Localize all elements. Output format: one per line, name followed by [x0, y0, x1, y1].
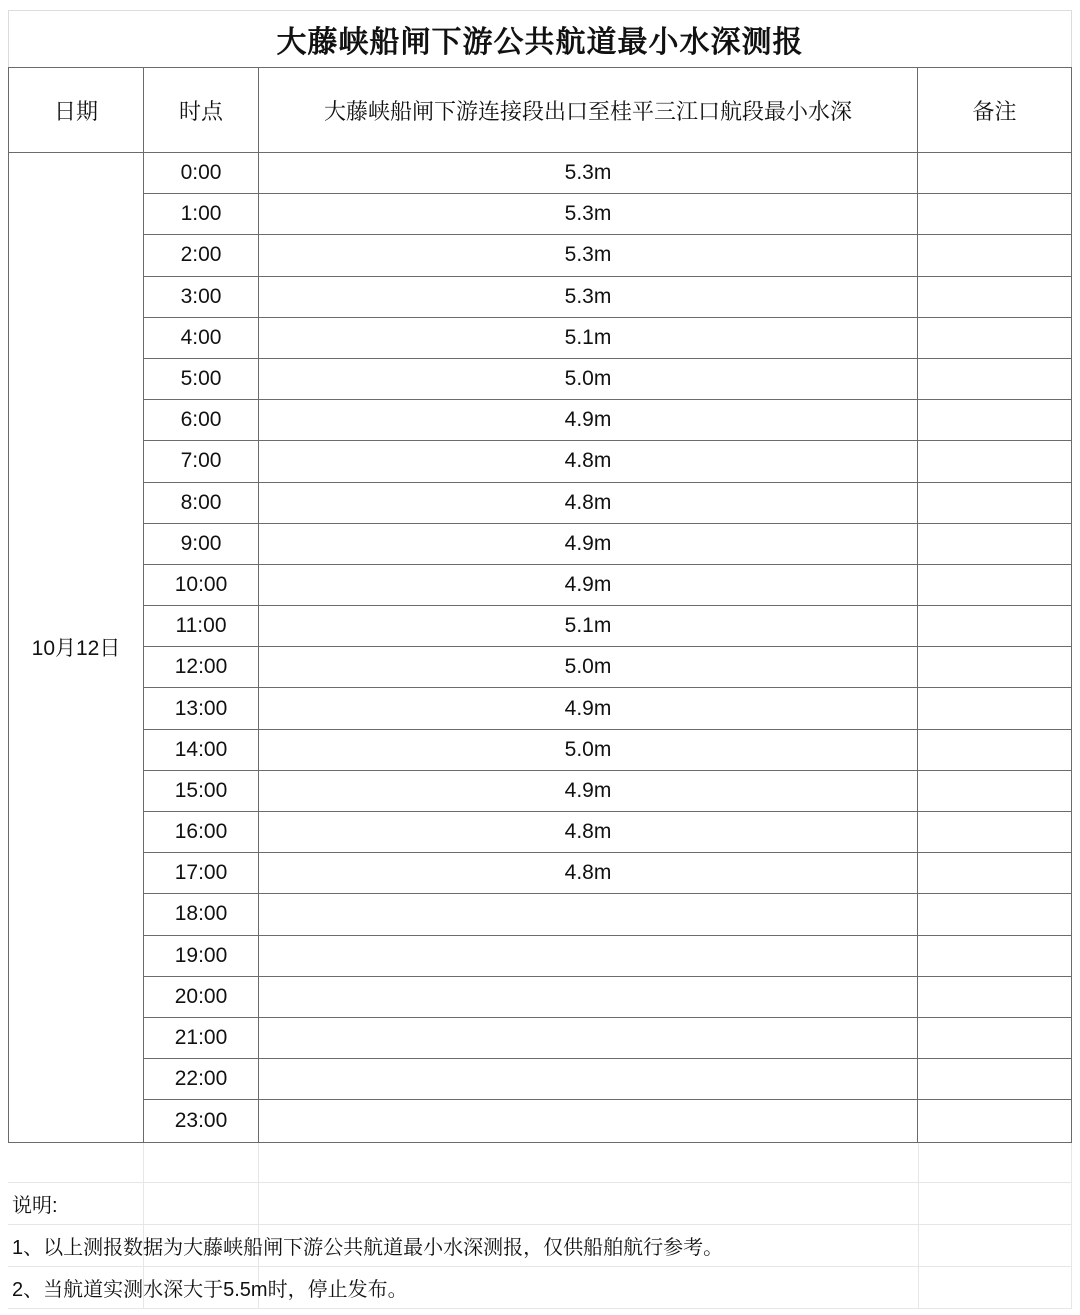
remark-cell	[918, 400, 1071, 440]
time-cell: 23:00	[144, 1100, 259, 1141]
table-row	[144, 771, 1071, 812]
depth-cell	[259, 1100, 918, 1141]
remark-cell	[918, 894, 1071, 934]
table-row	[144, 441, 1071, 482]
remark-cell	[918, 771, 1071, 811]
remark-cell	[918, 688, 1071, 728]
table-row	[144, 936, 1071, 977]
depth-cell	[259, 1059, 918, 1099]
remark-cell	[918, 730, 1071, 770]
time-cell: 9:00	[144, 524, 259, 564]
table-row	[144, 235, 1071, 276]
depth-cell	[259, 936, 918, 976]
remark-cell	[918, 318, 1071, 358]
footer-label-row	[8, 1183, 1072, 1225]
time-cell: 16:00	[144, 812, 259, 852]
remark-cell	[918, 441, 1071, 481]
depth-cell	[259, 894, 918, 934]
depth-cell: 4.9m	[259, 565, 918, 605]
depth-cell: 5.1m	[259, 606, 918, 646]
table-row	[144, 194, 1071, 235]
time-cell: 4:00	[144, 318, 259, 358]
depth-cell: 5.3m	[259, 235, 918, 275]
time-cell: 14:00	[144, 730, 259, 770]
depth-cell: 5.0m	[259, 730, 918, 770]
remark-cell	[918, 235, 1071, 275]
table-row	[144, 606, 1071, 647]
page-title: 大藤峡船闸下游公共航道最小水深测报	[8, 10, 1072, 67]
remark-cell	[918, 565, 1071, 605]
table-row	[144, 812, 1071, 853]
header-depth: 大藤峡船闸下游连接段出口至桂平三江口航段最小水深	[259, 68, 918, 152]
time-cell: 20:00	[144, 977, 259, 1017]
depth-cell: 4.9m	[259, 400, 918, 440]
remark-cell	[918, 812, 1071, 852]
time-cell: 12:00	[144, 647, 259, 687]
time-cell: 3:00	[144, 277, 259, 317]
remark-cell	[918, 194, 1071, 234]
remark-cell	[918, 277, 1071, 317]
footer-note-2: 2、当航道实测水深大于5.5m时，停止发布。	[12, 1278, 408, 1301]
remark-cell	[918, 936, 1071, 976]
time-cell: 5:00	[144, 359, 259, 399]
depth-cell: 5.3m	[259, 277, 918, 317]
time-cell: 1:00	[144, 194, 259, 234]
depth-cell: 5.3m	[259, 194, 918, 234]
table-row	[144, 318, 1071, 359]
table-row	[144, 894, 1071, 935]
time-cell: 15:00	[144, 771, 259, 811]
table-row	[144, 277, 1071, 318]
depth-cell: 5.3m	[259, 153, 918, 193]
remark-cell	[918, 483, 1071, 523]
footer-label: 说明:	[12, 1194, 58, 1217]
footer-note-row	[8, 1225, 1072, 1267]
table-footer	[8, 1143, 1072, 1309]
table-body-rows	[144, 153, 1071, 1142]
time-cell: 8:00	[144, 483, 259, 523]
remark-cell	[918, 977, 1071, 1017]
depth-cell: 5.0m	[259, 647, 918, 687]
time-cell: 21:00	[144, 1018, 259, 1058]
depth-table	[8, 67, 1072, 1143]
depth-cell: 4.9m	[259, 688, 918, 728]
footer-note-1: 1、以上测报数据为大藤峡船闸下游公共航道最小水深测报，仅供船舶航行参考。	[12, 1236, 724, 1259]
table-header-row	[9, 68, 1071, 153]
table-row	[144, 1018, 1071, 1059]
table-row	[144, 1100, 1071, 1141]
depth-cell: 5.1m	[259, 318, 918, 358]
table-row	[144, 977, 1071, 1018]
time-cell: 6:00	[144, 400, 259, 440]
depth-cell: 4.8m	[259, 441, 918, 481]
depth-cell: 4.9m	[259, 771, 918, 811]
remark-cell	[918, 524, 1071, 564]
depth-cell: 5.0m	[259, 359, 918, 399]
time-cell: 10:00	[144, 565, 259, 605]
footer-note-row	[8, 1267, 1072, 1309]
time-cell: 19:00	[144, 936, 259, 976]
time-cell: 0:00	[144, 153, 259, 193]
depth-cell	[259, 1018, 918, 1058]
table-body	[9, 153, 1071, 1142]
table-row	[144, 1059, 1071, 1100]
time-cell: 13:00	[144, 688, 259, 728]
date-cell: 10月12日	[9, 153, 144, 1142]
depth-cell: 4.8m	[259, 483, 918, 523]
time-cell: 7:00	[144, 441, 259, 481]
table-row	[144, 524, 1071, 565]
report-sheet	[8, 10, 1072, 1309]
table-row	[144, 565, 1071, 606]
table-row	[144, 483, 1071, 524]
remark-cell	[918, 153, 1071, 193]
table-row	[144, 647, 1071, 688]
remark-cell	[918, 1059, 1071, 1099]
footer-empty-row	[8, 1143, 1072, 1183]
time-cell: 2:00	[144, 235, 259, 275]
table-row	[144, 688, 1071, 729]
depth-cell: 4.9m	[259, 524, 918, 564]
table-row	[144, 359, 1071, 400]
remark-cell	[918, 647, 1071, 687]
header-remark: 备注	[972, 98, 1017, 124]
remark-cell	[918, 359, 1071, 399]
depth-cell: 4.8m	[259, 812, 918, 852]
table-row	[144, 153, 1071, 194]
header-time: 时点	[144, 68, 259, 152]
time-cell: 11:00	[144, 606, 259, 646]
table-row	[144, 400, 1071, 441]
remark-cell	[918, 1100, 1071, 1141]
time-cell: 17:00	[144, 853, 259, 893]
table-row	[144, 730, 1071, 771]
remark-cell	[918, 1018, 1071, 1058]
time-cell: 22:00	[144, 1059, 259, 1099]
remark-cell	[918, 853, 1071, 893]
depth-cell	[259, 977, 918, 1017]
time-cell: 18:00	[144, 894, 259, 934]
depth-cell: 4.8m	[259, 853, 918, 893]
table-row	[144, 853, 1071, 894]
header-date: 日期	[9, 68, 144, 152]
remark-cell	[918, 606, 1071, 646]
